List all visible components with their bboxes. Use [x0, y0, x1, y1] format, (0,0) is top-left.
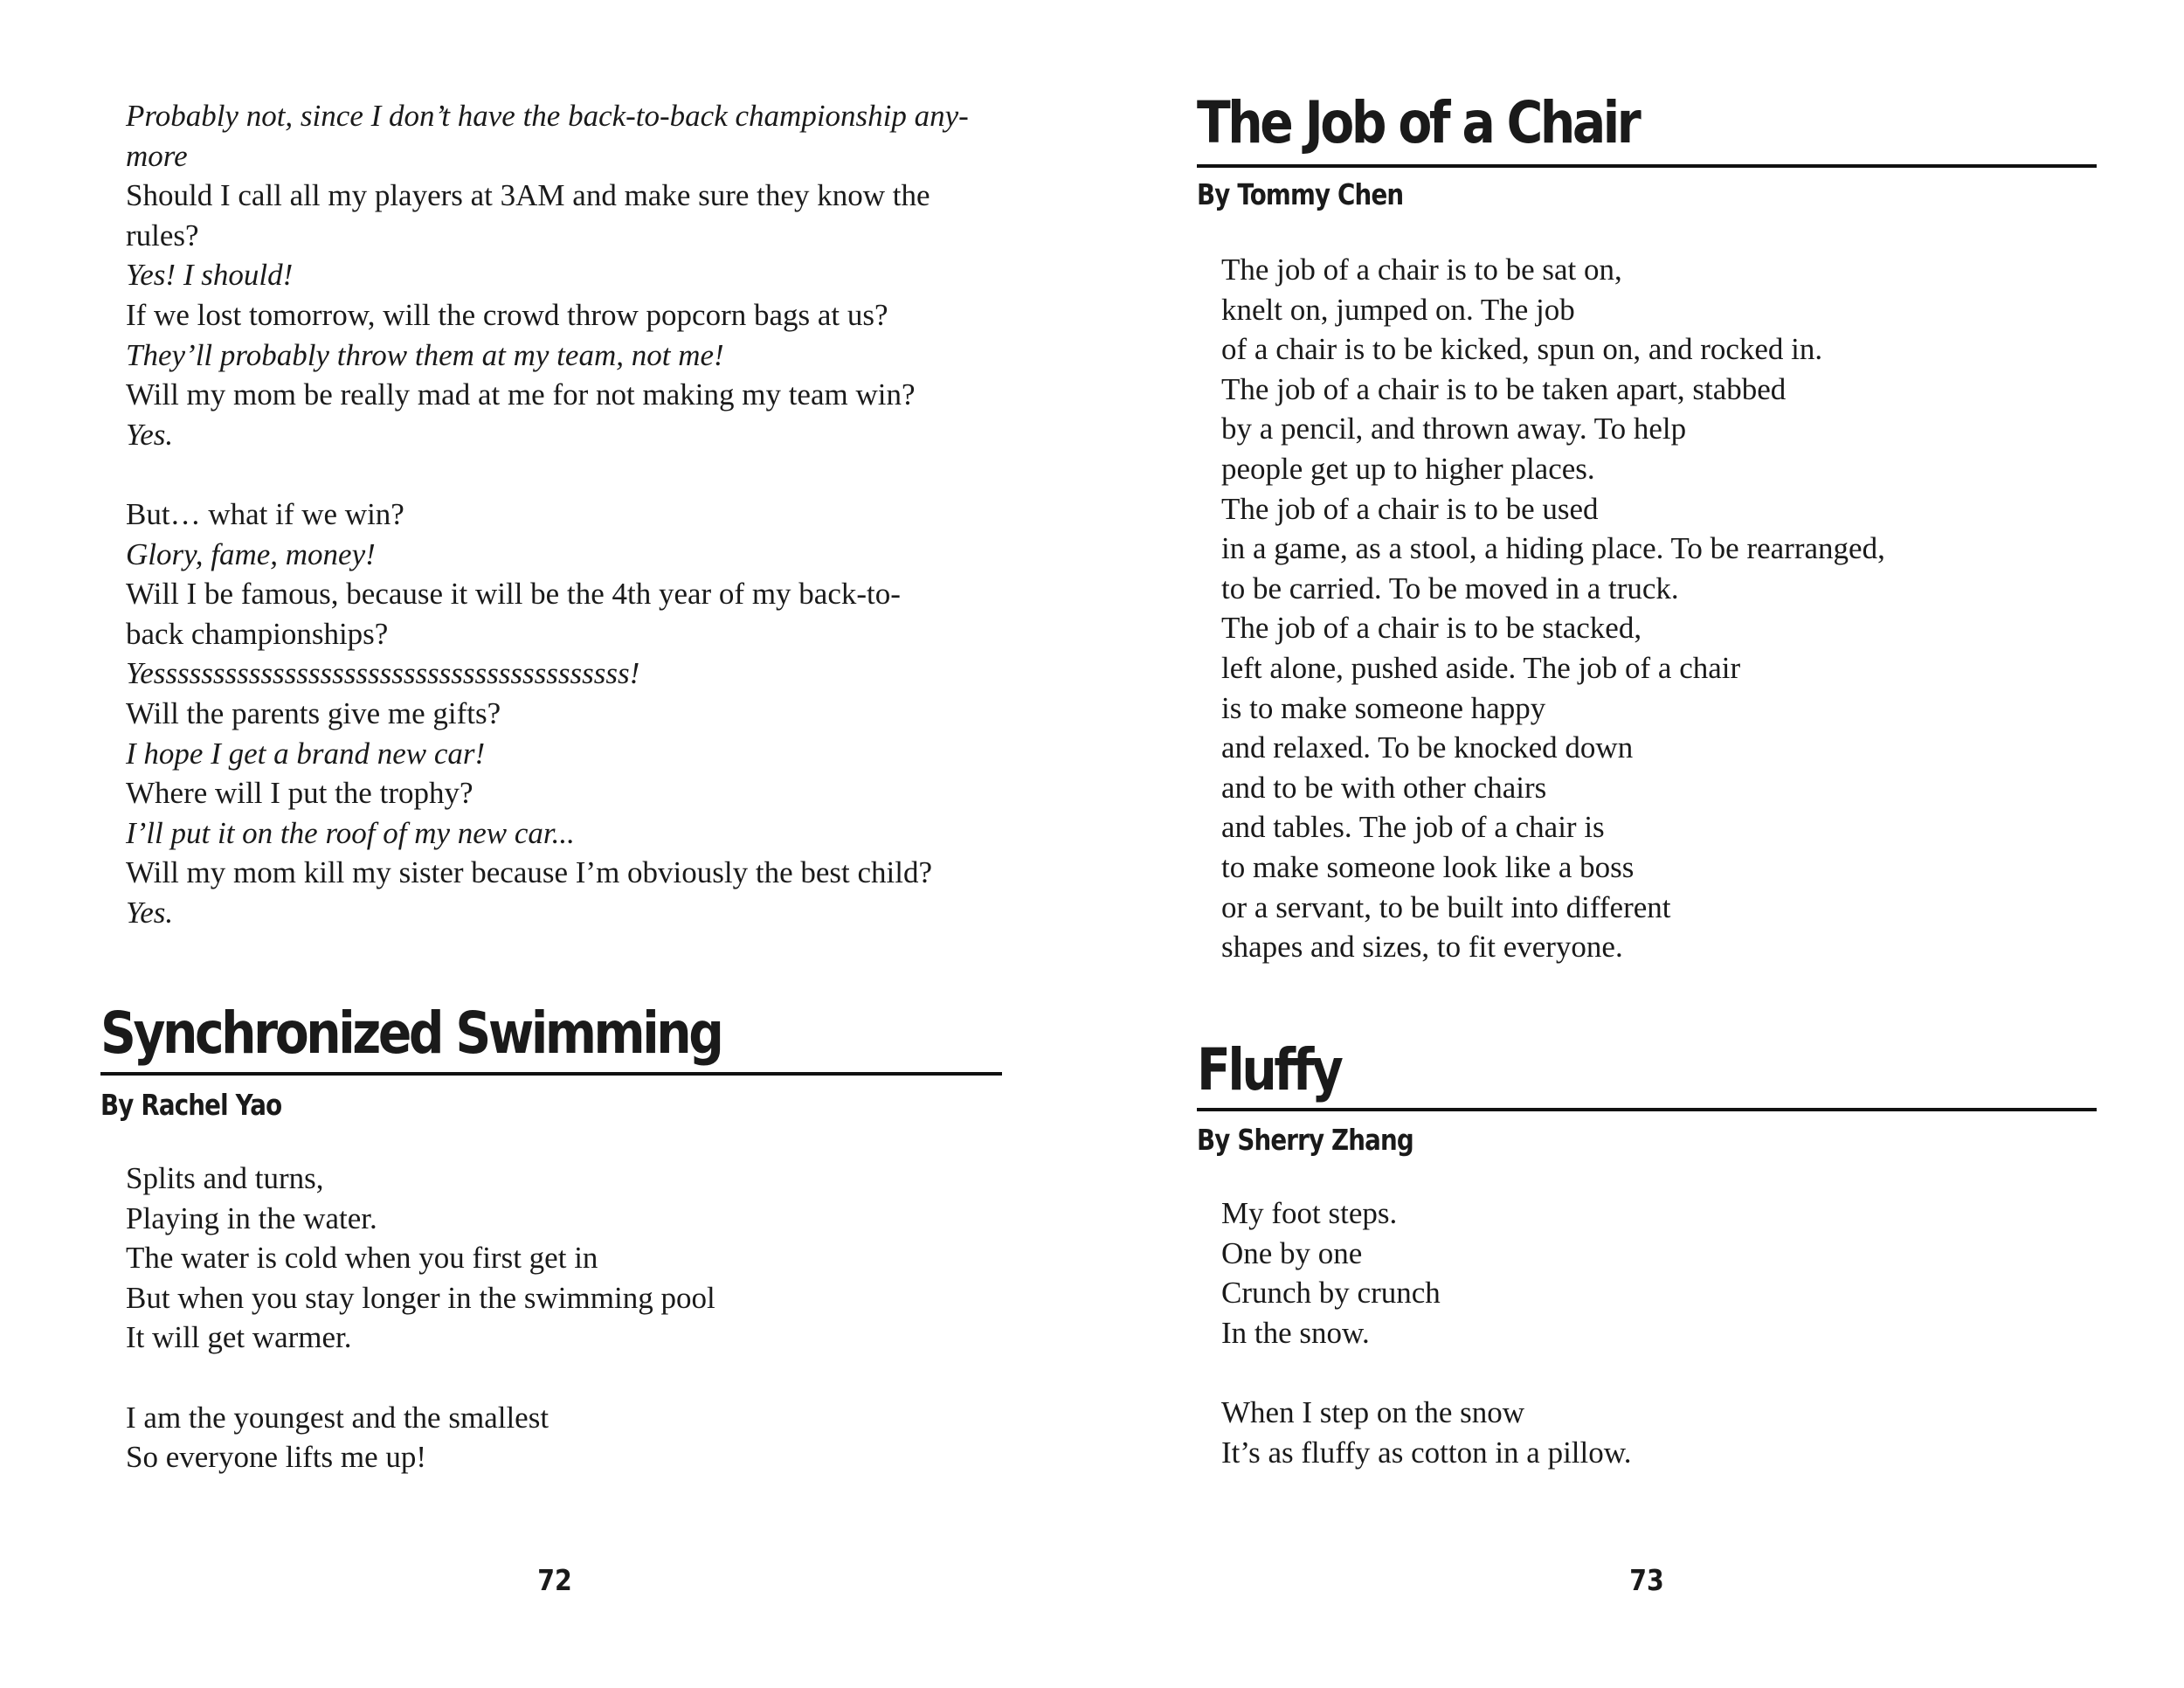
poem-line: and to be with other chairs [1221, 770, 1547, 805]
poem-line: Playing in the water. [126, 1200, 377, 1235]
poem-line: They’ll probably throw them at my team, not me! [126, 337, 724, 372]
right-page [1092, 0, 2184, 1688]
poem-line: I am the youngest and the smallest [126, 1400, 549, 1435]
poem-line: Should I call all my players at 3AM and make sure they know the [126, 178, 930, 213]
poem-line: It’s as fluffy as cotton in a pillow. [1221, 1435, 1632, 1470]
poem-line: Yes! I should! [126, 258, 294, 293]
poem-line: So everyone lifts me up! [126, 1440, 427, 1475]
poem-line: I’ll put it on the roof of my new car... [126, 815, 575, 850]
poem-line: The job of a chair is to be stacked, [1221, 611, 1642, 646]
page-number: 73 [1629, 1563, 1664, 1597]
poem-line: The job of a chair is to be used [1221, 491, 1599, 526]
page-number: 72 [537, 1563, 572, 1597]
poem-line: more [126, 138, 188, 173]
poem-line: is to make someone happy [1221, 690, 1546, 725]
poem-line: It will get warmer. [126, 1320, 352, 1355]
poem-line: I hope I get a brand new car! [126, 736, 486, 771]
poem-continuation [126, 96, 1017, 932]
title-divider [1197, 1108, 2097, 1111]
poem-line: to make someone look like a boss [1221, 849, 1635, 884]
poem-line: But when you stay longer in the swimming pool [126, 1280, 715, 1315]
poem-line: of a chair is to be kicked, spun on, and rocked in. [1221, 332, 1823, 367]
poem-line: Will I be famous, because it will be the 4th year of my back-to- [126, 577, 901, 612]
poem-title: Fluffy [1197, 1036, 1341, 1103]
poem-line: If we lost tomorrow, will the crowd throw popcorn bags at us? [126, 297, 888, 332]
poem-line: back championships? [126, 616, 389, 651]
poem-byline: By Tommy Chen [1197, 177, 1404, 211]
poem-line: In the snow. [1221, 1315, 1370, 1350]
stanza-break [126, 454, 1017, 495]
poem-line: The job of a chair is to be sat on, [1221, 253, 1622, 287]
poem-line: But… what if we win? [126, 496, 404, 531]
poem-line: in a game, as a stool, a hiding place. To be rearranged, [1221, 531, 1885, 566]
poem-body [126, 1159, 999, 1477]
poem-line: Crunch by crunch [1221, 1276, 1441, 1311]
poem-line: Glory, fame, money! [126, 536, 376, 571]
poem-body [1221, 1193, 2095, 1472]
poem-line: Yes. [126, 417, 174, 452]
title-divider [100, 1072, 1002, 1076]
poem-title: Synchronized Swimming [100, 1000, 722, 1067]
poem-line: One by one [1221, 1235, 1363, 1270]
poem-title: The Job of a Chair [1197, 89, 1639, 156]
poem-line: or a servant, to be built into different [1221, 889, 1671, 924]
poem-line: to be carried. To be moved in a truck. [1221, 571, 1679, 605]
title-divider [1197, 164, 2097, 168]
poem-line: The water is cold when you first get in [126, 1241, 598, 1276]
stanza-break [126, 1358, 999, 1398]
poem-line: The job of a chair is to be taken apart, stabbed [1221, 371, 1787, 406]
poem-line: people get up to higher places. [1221, 451, 1595, 486]
poem-line: Will my mom be really mad at me for not making my team win? [126, 377, 916, 412]
poem-body [1221, 250, 2095, 967]
poem-byline: By Rachel Yao [100, 1088, 282, 1122]
stanza-break [1221, 1352, 2095, 1393]
poem-line: Yessssssssssssssssssssssssssssssssssssssss! [126, 656, 640, 691]
poem-line: shapes and sizes, to fit everyone. [1221, 930, 1623, 965]
poem-line: Where will I put the trophy? [126, 776, 473, 811]
poem-line: Probably not, since I don’t have the back-to-back championship any- [126, 99, 969, 133]
poem-line: My foot steps. [1221, 1196, 1398, 1230]
poem-line: knelt on, jumped on. The job [1221, 292, 1575, 327]
poem-line: and tables. The job of a chair is [1221, 810, 1605, 845]
poem-line: rules? [126, 218, 199, 253]
poem-byline: By Sherry Zhang [1197, 1123, 1413, 1157]
poem-line: Splits and turns, [126, 1161, 324, 1195]
poem-line: Will the parents give me gifts? [126, 695, 501, 730]
poem-line: by a pencil, and thrown away. To help [1221, 412, 1687, 446]
poem-line: When I step on the snow [1221, 1394, 1525, 1429]
poem-line: Will my mom kill my sister because I’m obviously the best child? [126, 855, 933, 890]
poem-line: and relaxed. To be knocked down [1221, 730, 1634, 765]
poem-line: Yes. [126, 895, 174, 930]
poem-line: left alone, pushed aside. The job of a chair [1221, 650, 1741, 685]
